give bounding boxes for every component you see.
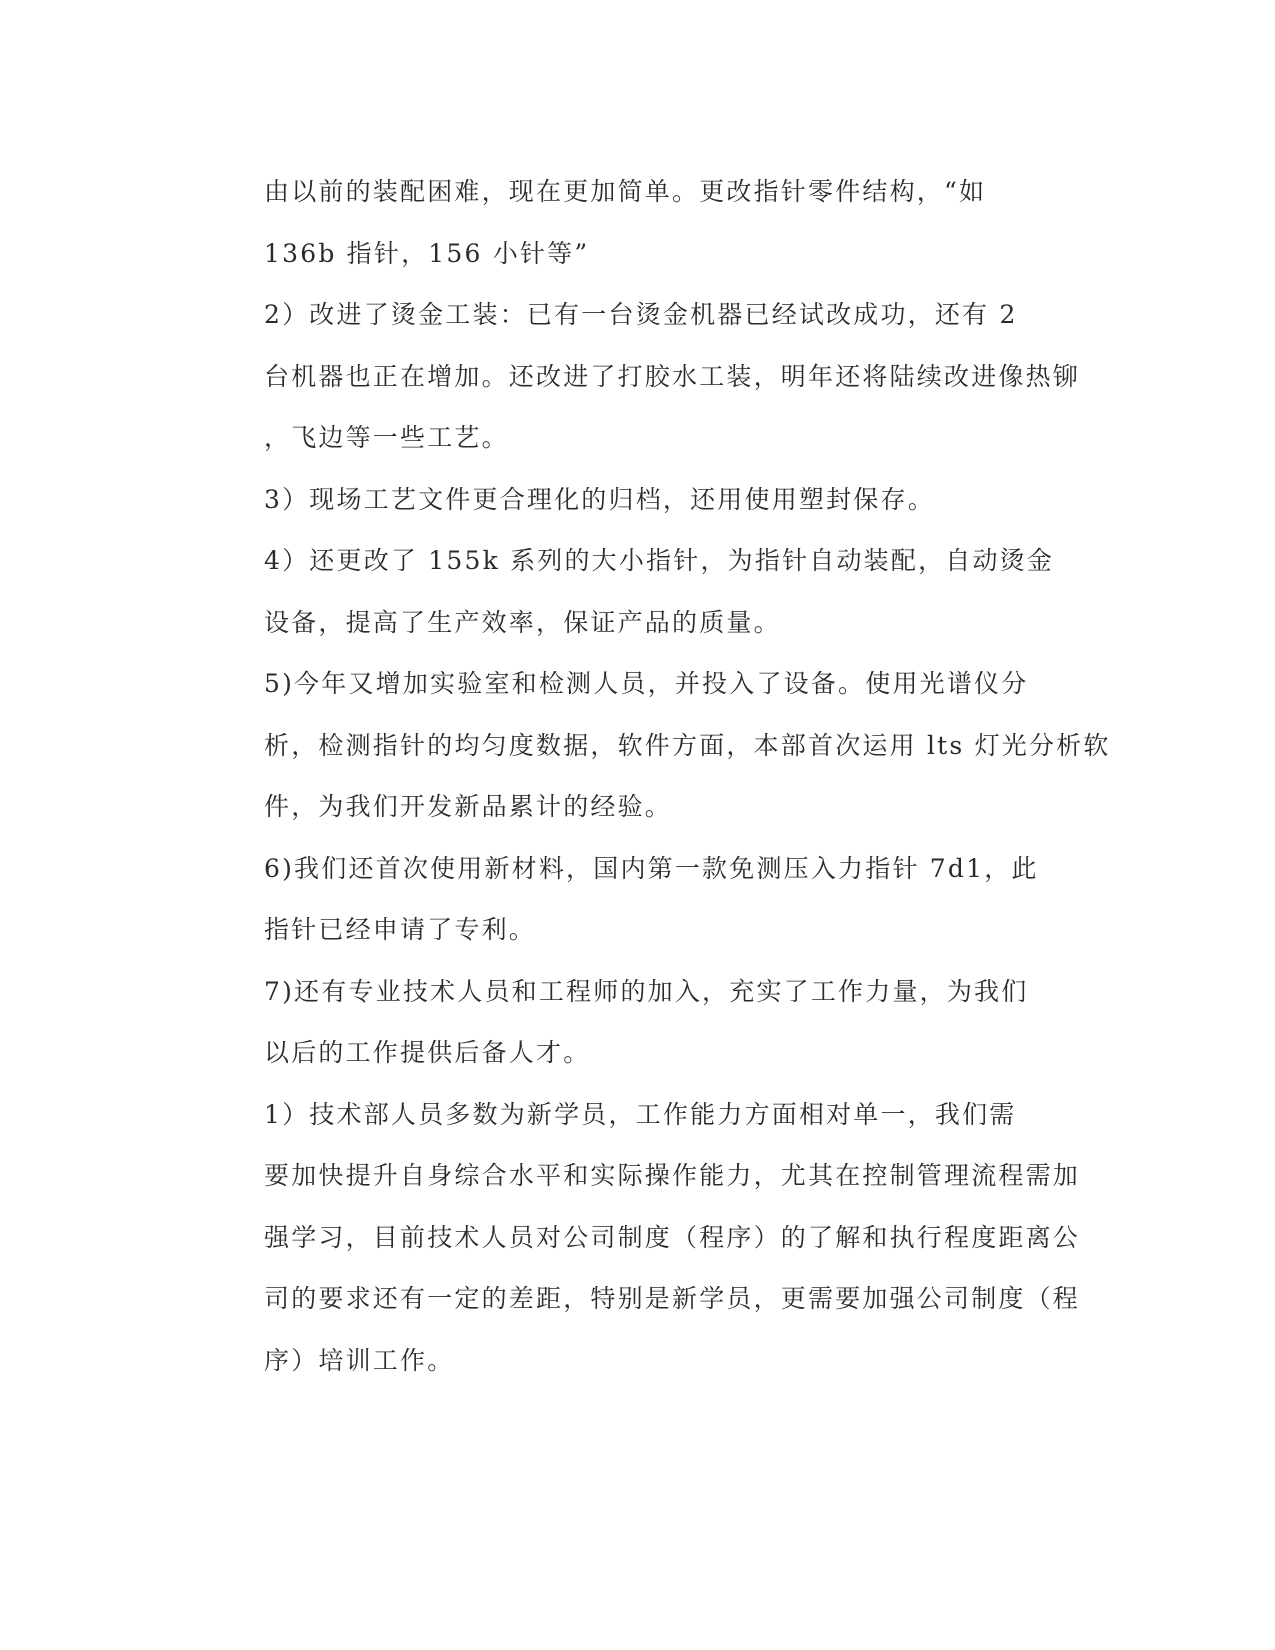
paragraph-item-7 [190,961,1082,1084]
text-line: 6)我们还首次使用新材料，国内第一款免测压入力指针 7d1，此 [264,853,1039,883]
paragraph-item-4 [190,530,1082,653]
document-body [190,161,1111,1391]
text-line: 5)今年又增加实验室和检测人员，并投入了设备。使用光谱仪分 [264,669,1029,698]
text-line: 2）改进了烫金工装：已有一台烫金机器已经试改成功，还有 2 [264,300,1018,329]
text-line: 3）现场工艺文件更合理化的归档，还用使用塑封保存。 [264,484,935,514]
text-line: 强学习，目前技术人员对公司制度（程序）的了解和执行程度距离公 [264,1222,1081,1252]
text-line: 以后的工作提供后备人才。 [264,1038,591,1067]
text-line: 件，为我们开发新品累计的经验。 [264,792,673,821]
paragraph-assembly-change [190,161,1082,284]
paragraph-item-2 [190,284,1082,469]
text-line: 指针已经申请了专利。 [264,915,537,944]
paragraph-item-6 [190,838,1082,961]
paragraph-item-3 [190,469,1082,531]
text-line: 序）培训工作。 [264,1345,455,1375]
text-line: 4）还更改了 155k 系列的大小指针，为指针自动装配，自动烫金 [264,546,1055,575]
text-line: 析，检测指针的均匀度数据，软件方面，本部首次运用 lts 灯光分析软 [264,730,1111,760]
text-line: 设备，提高了生产效率，保证产品的质量。 [264,607,781,637]
text-line: 136b 指针，156 小针等” [264,238,590,268]
text-line: 由以前的装配困难，现在更加简单。更改指针零件结构，“如 [264,177,987,206]
paragraph-item-5 [190,653,1111,838]
text-line: ，飞边等一些工艺。 [264,423,509,452]
text-line: 7)还有专业技术人员和工程师的加入，充实了工作力量，为我们 [264,976,1029,1006]
text-line: 1）技术部人员多数为新学员，工作能力方面相对单一，我们需 [264,1099,1017,1129]
text-line: 司的要求还有一定的差距，特别是新学员，更需要加强公司制度（程 [264,1284,1081,1313]
text-line: 台机器也正在增加。还改进了打胶水工装，明年还将陆续改进像热铆 [264,361,1081,391]
text-line: 要加快提升自身综合水平和实际操作能力，尤其在控制管理流程需加 [264,1161,1081,1190]
paragraph-problem-1 [190,1084,1082,1392]
